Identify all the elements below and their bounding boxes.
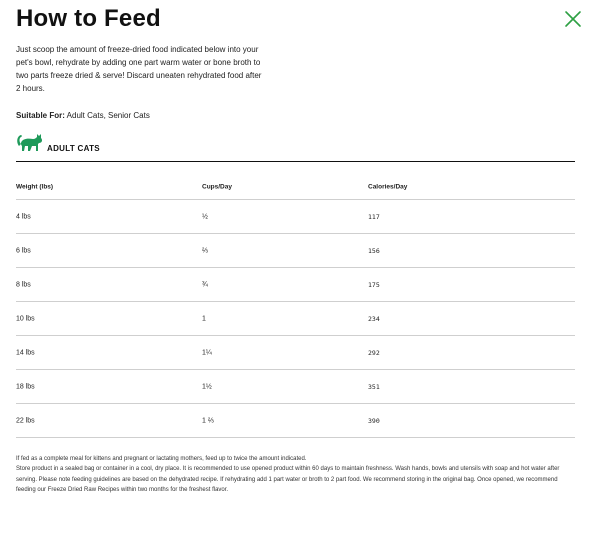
section-title: ADULT CATS: [47, 144, 100, 153]
table-row: [16, 234, 575, 268]
calories-cell: 234: [368, 314, 380, 323]
weight-cell: 4 lbs: [16, 213, 31, 220]
table-row: [16, 268, 575, 302]
column-header-cups: Cups/Day: [202, 183, 232, 191]
calories-cell: 390: [368, 416, 380, 425]
footnotes: [16, 454, 576, 495]
close-x-icon: [564, 10, 582, 28]
column-header-weight: Weight (lbs): [16, 183, 54, 191]
footnote-kittens: If fed as a complete meal for kittens and pregnant or lactating mothers, feed up to twice the amount indicated.: [16, 456, 307, 462]
calories-cell: 156: [368, 246, 380, 255]
weight-cell: 22 lbs: [16, 417, 35, 424]
calories-cell: 351: [368, 382, 380, 391]
weight-cell: 14 lbs: [16, 349, 35, 356]
cups-cell: 1¼: [202, 349, 212, 356]
feeding-table: [16, 171, 575, 438]
column-header-calories: Calories/Day: [368, 183, 408, 191]
suitable-for-label: Suitable For:: [16, 111, 65, 120]
cups-cell: 1½: [202, 383, 212, 390]
weight-cell: 18 lbs: [16, 383, 35, 390]
cups-cell: ½: [202, 213, 208, 220]
feeding-instructions: Just scoop the amount of freeze-dried food indicated below into your pet's bowl, rehydrate by adding one part warm water or bone broth to two parts freeze dried & serve! Discard uneaten rehydrated food after 2 hours.: [16, 45, 262, 93]
calories-cell: 175: [368, 280, 380, 289]
table-row: [16, 336, 575, 370]
cups-cell: 1 ⅔: [202, 417, 214, 424]
weight-cell: 6 lbs: [16, 247, 31, 254]
table-header: [16, 171, 575, 200]
cups-cell: ⅔: [202, 247, 208, 254]
weight-cell: 10 lbs: [16, 315, 35, 322]
page-title: How to Feed: [16, 5, 161, 32]
weight-cell: 8 lbs: [16, 281, 31, 288]
close-button[interactable]: [564, 10, 582, 28]
table-row: [16, 302, 575, 336]
cups-cell: ¾: [202, 281, 208, 288]
calories-cell: 292: [368, 348, 380, 357]
footnote-storage: Store product in a sealed bag or container in a cool, dry place. It is recommended to use opened product within 60 days to maintain freshness. Wash hands, bowls and utensils with soap and hot water after serving. Please note feeding guidelines are based on the dehydrated recipe. If rehydrating add 1 part water or broth to 2 part food. We recommend storing in the original bag. Once opened, we recommend feeding our Freeze Dried Raw Recipes within two months for the freshest flavor.: [16, 466, 560, 493]
suitable-for: [16, 111, 150, 120]
cups-cell: 1: [202, 315, 206, 322]
calories-cell: 117: [368, 212, 380, 221]
table-row: [16, 404, 575, 438]
cat-icon: [16, 132, 44, 152]
section-divider: [16, 161, 575, 162]
table-row: [16, 200, 575, 234]
table-row: [16, 370, 575, 404]
suitable-for-value: Adult Cats, Senior Cats: [66, 111, 150, 120]
